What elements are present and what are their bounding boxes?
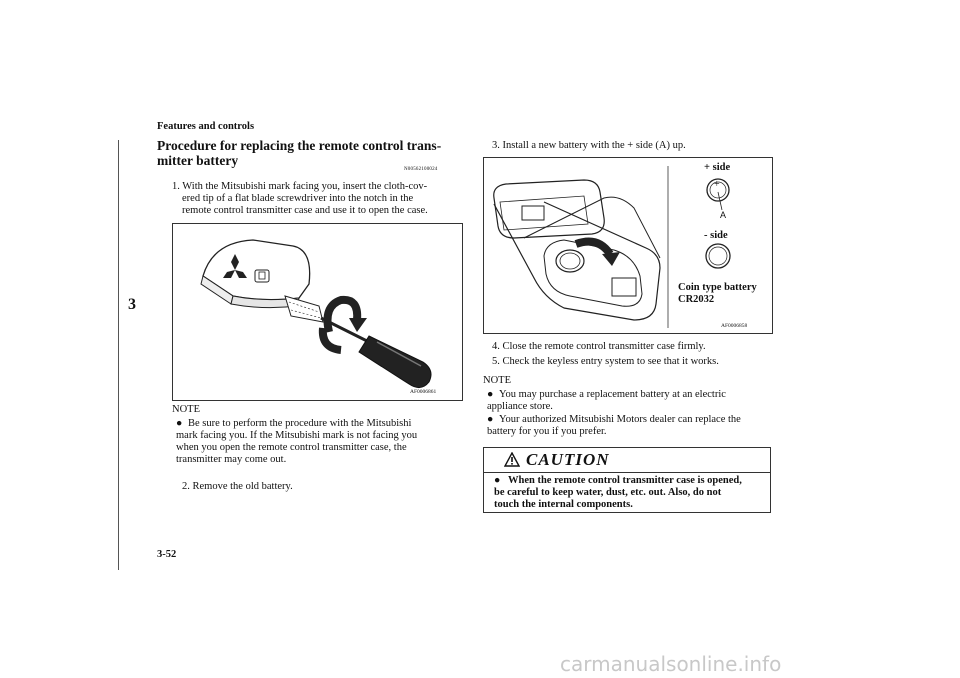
note-label: NOTE (172, 404, 200, 415)
bullet-icon: ● (176, 418, 183, 429)
note-1-line-1: Be sure to perform the procedure with the Mitsubishi (188, 418, 412, 429)
caution-line-2: be careful to keep water, dust, etc. out. Also, do not (494, 487, 722, 498)
note-b-line-1: Your authorized Mitsubishi Motors dealer can replace the (499, 414, 741, 425)
step-2: 2. Remove the old battery. (182, 481, 293, 492)
caution-text (492, 475, 780, 511)
warning-triangle-icon (504, 452, 520, 467)
figure-1-code: AF0006861 (410, 389, 437, 395)
step-3: 3. Install a new battery with the + side (A) up. (492, 140, 686, 151)
step-1-line-2: ered tip of a flat blade screwdriver into the notch in the (182, 193, 414, 204)
battery-type-label (678, 282, 757, 306)
figure-battery-install (483, 157, 773, 334)
title-line-1: Procedure for replacing the remote control trans- (157, 138, 442, 153)
step-1-line-3: remote control transmitter case and use it to open the case. (182, 205, 428, 216)
battery-type-line-2: CR2032 (678, 294, 715, 305)
page-number: 3-52 (157, 549, 177, 560)
caution-header (484, 448, 770, 473)
figure-remote-open (172, 223, 463, 401)
note-a-line-1: You may purchase a replacement battery at an electric (499, 389, 726, 400)
bullet-icon: ● (494, 475, 501, 486)
note-item-a (483, 389, 789, 413)
marker-a-label: A (720, 210, 727, 220)
step-5: 5. Check the keyless entry system to see that it works. (492, 356, 719, 367)
watermark: carmanualsonline.info (560, 652, 782, 676)
title-line-2: mitter battery (157, 153, 239, 168)
step-4: 4. Close the remote control transmitter case firmly. (492, 341, 706, 352)
step-1-line-1: 1. With the Mitsubishi mark facing you, insert the cloth-cov- (172, 181, 428, 192)
rotate-arrow-icon (323, 300, 367, 350)
section-header: Features and controls (157, 121, 255, 132)
battery-install-illustration (484, 158, 772, 333)
step-1 (172, 181, 464, 217)
note-item (172, 418, 478, 466)
remote-open-illustration (173, 224, 462, 400)
note-1-line-4: transmitter may come out. (176, 454, 287, 465)
page-title (157, 138, 462, 168)
note-a-line-2: appliance store. (487, 401, 553, 412)
bullet-icon: ● (487, 389, 494, 400)
caution-line-3: touch the internal components. (494, 499, 633, 510)
plus-side-label: + side (704, 162, 731, 173)
chapter-tab: 3 (128, 296, 136, 313)
caution-line-1: When the remote control transmitter case is opened, (508, 475, 742, 486)
note-b-line-2: battery for you if you prefer. (487, 426, 607, 437)
figure-2-code: AF0006858 (721, 323, 748, 329)
note-label-right: NOTE (483, 375, 511, 386)
battery-type-line-1: Coin type battery (678, 282, 757, 293)
note-1-line-3: when you open the remote control transmitter case, the (176, 442, 407, 453)
caution-box (483, 447, 771, 513)
chapter-divider (118, 140, 119, 570)
minus-side-label: - side (704, 230, 728, 241)
reference-code: N00562100024 (404, 167, 438, 172)
caution-title: CAUTION (526, 450, 610, 469)
plus-sign-label: + (714, 179, 720, 190)
battery-minus-side-icon (706, 244, 730, 268)
note-1-line-2: mark facing you. If the Mitsubishi mark is not facing you (176, 430, 418, 441)
bullet-icon: ● (487, 414, 494, 425)
note-item-b (483, 414, 789, 438)
